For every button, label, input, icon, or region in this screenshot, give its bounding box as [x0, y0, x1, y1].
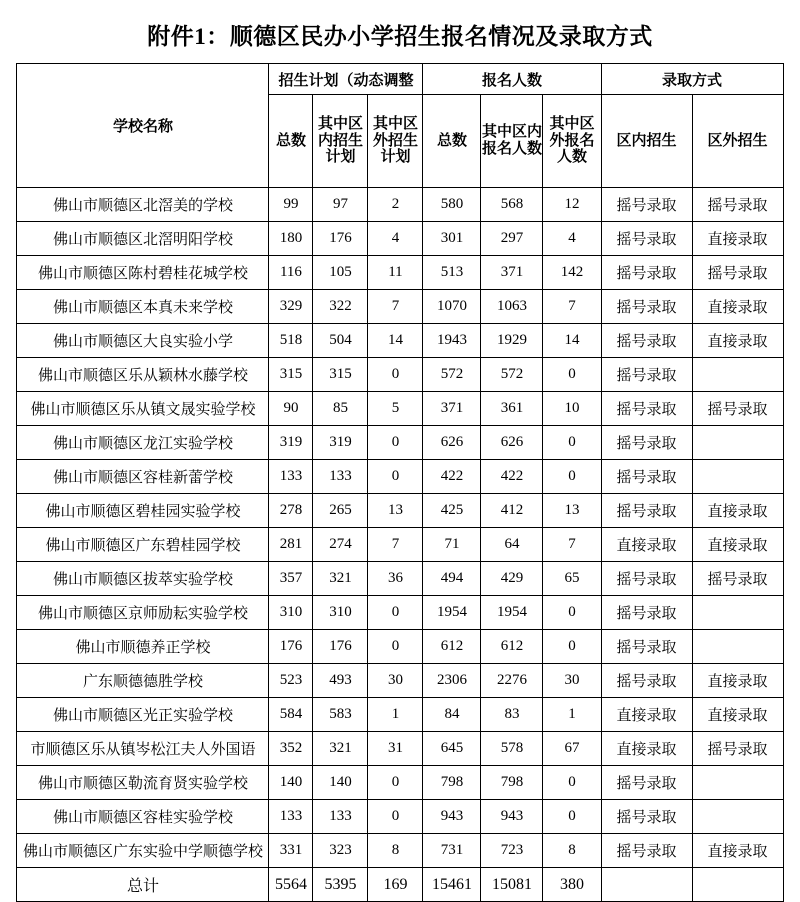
- cell-app-total: 626: [423, 426, 481, 460]
- header-plan-total-label: 总数: [275, 132, 306, 149]
- cell-total-plan-out: 169: [368, 868, 423, 902]
- cell-app-out: 12: [543, 188, 601, 222]
- cell-plan-out: 0: [368, 596, 423, 630]
- cell-app-in: 1929: [481, 324, 543, 358]
- cell-app-total: 425: [423, 494, 481, 528]
- cell-method-in: 摇号录取: [601, 800, 692, 834]
- cell-plan-total: 357: [269, 562, 313, 596]
- cell-app-in: 422: [481, 460, 543, 494]
- cell-app-total: 1943: [423, 324, 481, 358]
- header-method-out-district-label: 区外招生: [707, 132, 768, 149]
- cell-total-plan-total: 5564: [269, 868, 313, 902]
- table-row: [17, 358, 783, 392]
- cell-app-in: 572: [481, 358, 543, 392]
- cell-app-in: 361: [481, 392, 543, 426]
- cell-plan-out: 4: [368, 222, 423, 256]
- header-applicants-in-district-label: 其中区内报名人数: [481, 124, 542, 157]
- header-admission-method: 录取方式: [601, 64, 783, 95]
- table-row: [17, 562, 783, 596]
- cell-plan-out: 11: [368, 256, 423, 290]
- cell-school-name: 广东顺德德胜学校: [17, 664, 269, 698]
- cell-plan-in: 133: [313, 800, 368, 834]
- table-row: [17, 324, 783, 358]
- header-applicants-out-district-label: 其中区外报名人数: [549, 115, 595, 166]
- header-applicants-total: [423, 95, 481, 188]
- table-row: [17, 290, 783, 324]
- cell-app-out: 10: [543, 392, 601, 426]
- cell-app-out: 30: [543, 664, 601, 698]
- table-row: [17, 494, 783, 528]
- cell-plan-total: 90: [269, 392, 313, 426]
- cell-school-name: 佛山市顺德区光正实验学校: [17, 698, 269, 732]
- cell-school-name: 佛山市顺德区京师励耘实验学校: [17, 596, 269, 630]
- cell-method-out: [692, 630, 783, 664]
- cell-method-in: 摇号录取: [601, 358, 692, 392]
- cell-plan-in: 315: [313, 358, 368, 392]
- cell-app-out: 0: [543, 358, 601, 392]
- cell-method-out: 直接录取: [692, 528, 783, 562]
- cell-plan-total: 319: [269, 426, 313, 460]
- cell-plan-in: 274: [313, 528, 368, 562]
- cell-school-name: 佛山市顺德区碧桂园实验学校: [17, 494, 269, 528]
- cell-app-total: 731: [423, 834, 481, 868]
- cell-school-name: 佛山市顺德区陈村碧桂花城学校: [17, 256, 269, 290]
- cell-app-total: 612: [423, 630, 481, 664]
- cell-school-name: 佛山市顺德区本真未来学校: [17, 290, 269, 324]
- cell-plan-total: 176: [269, 630, 313, 664]
- cell-total-app-in: 15081: [481, 868, 543, 902]
- cell-school-name: 佛山市顺德区北滘美的学校: [17, 188, 269, 222]
- cell-app-out: 0: [543, 426, 601, 460]
- cell-method-in: 直接录取: [601, 528, 692, 562]
- cell-app-in: 943: [481, 800, 543, 834]
- cell-school-name: 佛山市顺德区广东实验中学顺德学校: [17, 834, 269, 868]
- cell-method-out: 直接录取: [692, 324, 783, 358]
- cell-plan-out: 30: [368, 664, 423, 698]
- cell-app-total: 2306: [423, 664, 481, 698]
- cell-plan-in: 97: [313, 188, 368, 222]
- cell-method-out: [692, 766, 783, 800]
- cell-plan-total: 278: [269, 494, 313, 528]
- table-row: [17, 460, 783, 494]
- cell-plan-out: 0: [368, 766, 423, 800]
- cell-plan-out: 0: [368, 630, 423, 664]
- cell-plan-in: 105: [313, 256, 368, 290]
- cell-method-in: 直接录取: [601, 698, 692, 732]
- cell-plan-in: 265: [313, 494, 368, 528]
- cell-app-in: 429: [481, 562, 543, 596]
- cell-app-out: 13: [543, 494, 601, 528]
- cell-total-app-total: 15461: [423, 868, 481, 902]
- cell-plan-in: 310: [313, 596, 368, 630]
- cell-plan-out: 36: [368, 562, 423, 596]
- cell-plan-out: 31: [368, 732, 423, 766]
- cell-method-in: 摇号录取: [601, 630, 692, 664]
- cell-app-out: 4: [543, 222, 601, 256]
- cell-school-name: 佛山市顺德区大良实验小学: [17, 324, 269, 358]
- cell-method-in: 摇号录取: [601, 562, 692, 596]
- cell-app-in: 568: [481, 188, 543, 222]
- cell-school-name: 佛山市顺德区容桂新蕾学校: [17, 460, 269, 494]
- cell-app-total: 301: [423, 222, 481, 256]
- cell-plan-out: 0: [368, 426, 423, 460]
- cell-app-total: 371: [423, 392, 481, 426]
- cell-plan-total: 140: [269, 766, 313, 800]
- cell-plan-out: 13: [368, 494, 423, 528]
- table-row: [17, 800, 783, 834]
- cell-school-name: 市顺德区乐从镇岑松江夫人外国语: [17, 732, 269, 766]
- cell-school-name: 佛山市顺德区拔萃实验学校: [17, 562, 269, 596]
- cell-method-in: 摇号录取: [601, 290, 692, 324]
- cell-plan-in: 176: [313, 630, 368, 664]
- cell-method-out: [692, 358, 783, 392]
- cell-plan-in: 504: [313, 324, 368, 358]
- cell-plan-out: 8: [368, 834, 423, 868]
- cell-plan-total: 99: [269, 188, 313, 222]
- cell-app-out: 142: [543, 256, 601, 290]
- cell-plan-total: 584: [269, 698, 313, 732]
- header-group-row: [17, 64, 783, 95]
- cell-plan-total: 180: [269, 222, 313, 256]
- cell-method-in: 摇号录取: [601, 188, 692, 222]
- cell-method-in: 摇号录取: [601, 766, 692, 800]
- cell-plan-total: 315: [269, 358, 313, 392]
- cell-plan-total: 331: [269, 834, 313, 868]
- cell-total-app-out: 380: [543, 868, 601, 902]
- cell-plan-out: 2: [368, 188, 423, 222]
- enrollment-table: [16, 63, 783, 902]
- cell-method-in: 摇号录取: [601, 596, 692, 630]
- table-row: [17, 528, 783, 562]
- cell-plan-total: 281: [269, 528, 313, 562]
- cell-method-out: [692, 800, 783, 834]
- cell-plan-out: 7: [368, 290, 423, 324]
- cell-app-total: 580: [423, 188, 481, 222]
- cell-app-total: 943: [423, 800, 481, 834]
- cell-app-in: 297: [481, 222, 543, 256]
- cell-app-out: 14: [543, 324, 601, 358]
- cell-school-name: 佛山市顺德区容桂实验学校: [17, 800, 269, 834]
- cell-app-total: 513: [423, 256, 481, 290]
- header-applicants-in-district: [481, 95, 543, 188]
- cell-method-in: 摇号录取: [601, 324, 692, 358]
- cell-school-name: 佛山市顺德区北滘明阳学校: [17, 222, 269, 256]
- table-row: [17, 766, 783, 800]
- cell-app-in: 412: [481, 494, 543, 528]
- cell-plan-total: 329: [269, 290, 313, 324]
- cell-app-out: 0: [543, 596, 601, 630]
- cell-plan-out: 5: [368, 392, 423, 426]
- table-row: [17, 630, 783, 664]
- header-enrollment-plan: 招生计划（动态调整: [269, 64, 423, 95]
- cell-plan-in: 583: [313, 698, 368, 732]
- cell-method-out: 摇号录取: [692, 562, 783, 596]
- cell-app-out: 8: [543, 834, 601, 868]
- cell-app-in: 612: [481, 630, 543, 664]
- cell-plan-out: 0: [368, 358, 423, 392]
- cell-plan-in: 319: [313, 426, 368, 460]
- cell-method-in: 直接录取: [601, 732, 692, 766]
- cell-app-out: 7: [543, 528, 601, 562]
- table-row: [17, 222, 783, 256]
- cell-app-in: 798: [481, 766, 543, 800]
- header-plan-in-district: [313, 95, 368, 188]
- cell-method-out: 直接录取: [692, 290, 783, 324]
- cell-app-in: 723: [481, 834, 543, 868]
- cell-plan-out: 14: [368, 324, 423, 358]
- table-body: [17, 188, 783, 902]
- table-row: [17, 596, 783, 630]
- cell-app-in: 1954: [481, 596, 543, 630]
- cell-plan-total: 310: [269, 596, 313, 630]
- cell-plan-in: 85: [313, 392, 368, 426]
- header-plan-out-district-label: 其中区外招生计划: [372, 115, 418, 166]
- cell-method-out: [692, 596, 783, 630]
- cell-method-out: 摇号录取: [692, 732, 783, 766]
- cell-total-method-in: [601, 868, 692, 902]
- cell-school-name: 佛山市顺德区乐从颖林水藤学校: [17, 358, 269, 392]
- cell-plan-in: 140: [313, 766, 368, 800]
- cell-method-in: 摇号录取: [601, 664, 692, 698]
- cell-method-out: 直接录取: [692, 664, 783, 698]
- cell-plan-in: 133: [313, 460, 368, 494]
- table-row: [17, 392, 783, 426]
- cell-school-name: 佛山市顺德区龙江实验学校: [17, 426, 269, 460]
- cell-app-out: 0: [543, 460, 601, 494]
- cell-school-name: 佛山市顺德养正学校: [17, 630, 269, 664]
- table-row: [17, 256, 783, 290]
- cell-app-out: 7: [543, 290, 601, 324]
- cell-method-out: 摇号录取: [692, 256, 783, 290]
- cell-method-out: 摇号录取: [692, 188, 783, 222]
- header-applicants-out-district: [543, 95, 601, 188]
- cell-app-in: 64: [481, 528, 543, 562]
- cell-app-total: 1954: [423, 596, 481, 630]
- cell-method-out: 直接录取: [692, 222, 783, 256]
- cell-app-in: 371: [481, 256, 543, 290]
- cell-school-name: 佛山市顺德区广东碧桂园学校: [17, 528, 269, 562]
- cell-method-out: 直接录取: [692, 698, 783, 732]
- cell-method-in: 摇号录取: [601, 460, 692, 494]
- cell-app-in: 1063: [481, 290, 543, 324]
- cell-app-in: 578: [481, 732, 543, 766]
- cell-method-out: 摇号录取: [692, 392, 783, 426]
- header-plan-total: [269, 95, 313, 188]
- cell-method-in: 摇号录取: [601, 834, 692, 868]
- cell-app-total: 1070: [423, 290, 481, 324]
- cell-app-total: 572: [423, 358, 481, 392]
- header-school-name: 学校名称: [17, 64, 269, 188]
- cell-app-out: 0: [543, 630, 601, 664]
- cell-method-out: 直接录取: [692, 834, 783, 868]
- cell-app-total: 71: [423, 528, 481, 562]
- header-method-in-district-label: 区内招生: [616, 132, 677, 149]
- cell-app-total: 422: [423, 460, 481, 494]
- header-plan-in-district-label: 其中区内招生计划: [317, 115, 363, 166]
- cell-plan-total: 116: [269, 256, 313, 290]
- cell-plan-in: 493: [313, 664, 368, 698]
- header-plan-out-district: [368, 95, 423, 188]
- header-method-in-district: [601, 95, 692, 188]
- cell-app-out: 1: [543, 698, 601, 732]
- cell-app-out: 0: [543, 766, 601, 800]
- cell-plan-in: 321: [313, 562, 368, 596]
- cell-app-out: 0: [543, 800, 601, 834]
- cell-method-out: 直接录取: [692, 494, 783, 528]
- cell-total-plan-in: 5395: [313, 868, 368, 902]
- cell-school-name: 佛山市顺德区乐从镇文晟实验学校: [17, 392, 269, 426]
- cell-app-out: 67: [543, 732, 601, 766]
- cell-method-in: 摇号录取: [601, 222, 692, 256]
- cell-method-in: 摇号录取: [601, 256, 692, 290]
- cell-plan-in: 323: [313, 834, 368, 868]
- cell-app-in: 83: [481, 698, 543, 732]
- cell-total-method-out: [692, 868, 783, 902]
- cell-app-in: 626: [481, 426, 543, 460]
- table-header: [17, 64, 783, 188]
- cell-plan-total: 133: [269, 800, 313, 834]
- cell-plan-in: 321: [313, 732, 368, 766]
- cell-method-in: 摇号录取: [601, 392, 692, 426]
- cell-plan-out: 0: [368, 460, 423, 494]
- cell-app-total: 645: [423, 732, 481, 766]
- cell-plan-total: 352: [269, 732, 313, 766]
- table-row: [17, 664, 783, 698]
- header-method-out-district: [692, 95, 783, 188]
- cell-method-in: 摇号录取: [601, 494, 692, 528]
- table-row: [17, 188, 783, 222]
- header-applicants: 报名人数: [423, 64, 601, 95]
- cell-plan-out: 7: [368, 528, 423, 562]
- cell-method-out: [692, 426, 783, 460]
- cell-app-in: 2276: [481, 664, 543, 698]
- table-row: [17, 698, 783, 732]
- table-row: [17, 732, 783, 766]
- table-row: [17, 426, 783, 460]
- cell-school-name: 佛山市顺德区勒流育贤实验学校: [17, 766, 269, 800]
- cell-total-label: 总计: [17, 868, 269, 902]
- cell-plan-out: 1: [368, 698, 423, 732]
- cell-plan-in: 176: [313, 222, 368, 256]
- cell-plan-total: 518: [269, 324, 313, 358]
- cell-app-total: 494: [423, 562, 481, 596]
- table-row: [17, 834, 783, 868]
- cell-app-out: 65: [543, 562, 601, 596]
- table-total-row: [17, 868, 783, 902]
- header-applicants-total-label: 总数: [436, 132, 467, 149]
- cell-method-out: [692, 460, 783, 494]
- cell-plan-total: 523: [269, 664, 313, 698]
- page-title: 附件1：顺德区民办小学招生报名情况及录取方式: [147, 24, 653, 49]
- cell-app-total: 84: [423, 698, 481, 732]
- cell-plan-out: 0: [368, 800, 423, 834]
- cell-method-in: 摇号录取: [601, 426, 692, 460]
- cell-plan-total: 133: [269, 460, 313, 494]
- cell-plan-in: 322: [313, 290, 368, 324]
- cell-app-total: 798: [423, 766, 481, 800]
